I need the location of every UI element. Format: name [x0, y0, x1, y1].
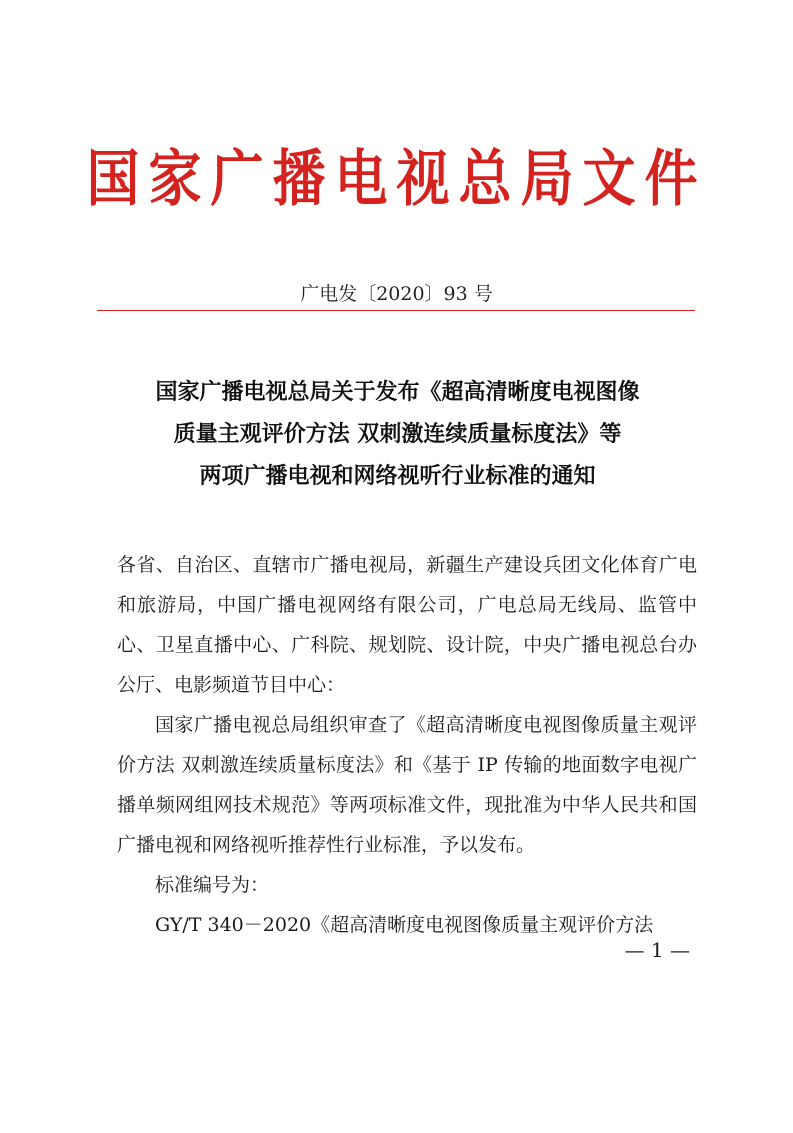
addressees-paragraph: 各省、自治区、直辖市广播电视局，新疆生产建设兵团文化体育广电和旅游局，中国广播电视网络有限公司，广电总局无线局、监管中心、卫星直播中心、广科院、规划院、设计院，中央广播电视总台办公厅、电影频道节目中心： [117, 554, 697, 696]
notice-title [90, 372, 705, 498]
document-body [117, 545, 697, 945]
page-number: — 1 — [624, 938, 690, 962]
body-paragraph: 国家广播电视总局组织审查了《超高清晰度电视图像质量主观评价方法 双刺激连续质量标度法》和《基于 IP 传输的地面数字电视广播单频网组网技术规范》等两项标准文件，现批准为中华人民共和国广播电视和网络视听推荐性行业标准，予以发布。 [117, 714, 697, 856]
standard-number-line: GY/T 340－2020《超高清晰度电视图像质量主观评价方法 [155, 914, 654, 936]
document-number: 广电发〔2020〕93 号 [300, 283, 493, 305]
letterhead-title: 国家广播电视总局文件 [86, 144, 707, 215]
notice-title-line: 质量主观评价方法 双刺激连续质量标度法》等 [173, 422, 622, 447]
notice-title-line: 国家广播电视总局关于发布《超高清晰度电视图像 [155, 380, 640, 405]
notice-title-line: 两项广播电视和网络视听行业标准的通知 [199, 464, 596, 489]
red-separator-line [97, 310, 695, 311]
standard-number-label: 标准编号为： [155, 874, 270, 896]
